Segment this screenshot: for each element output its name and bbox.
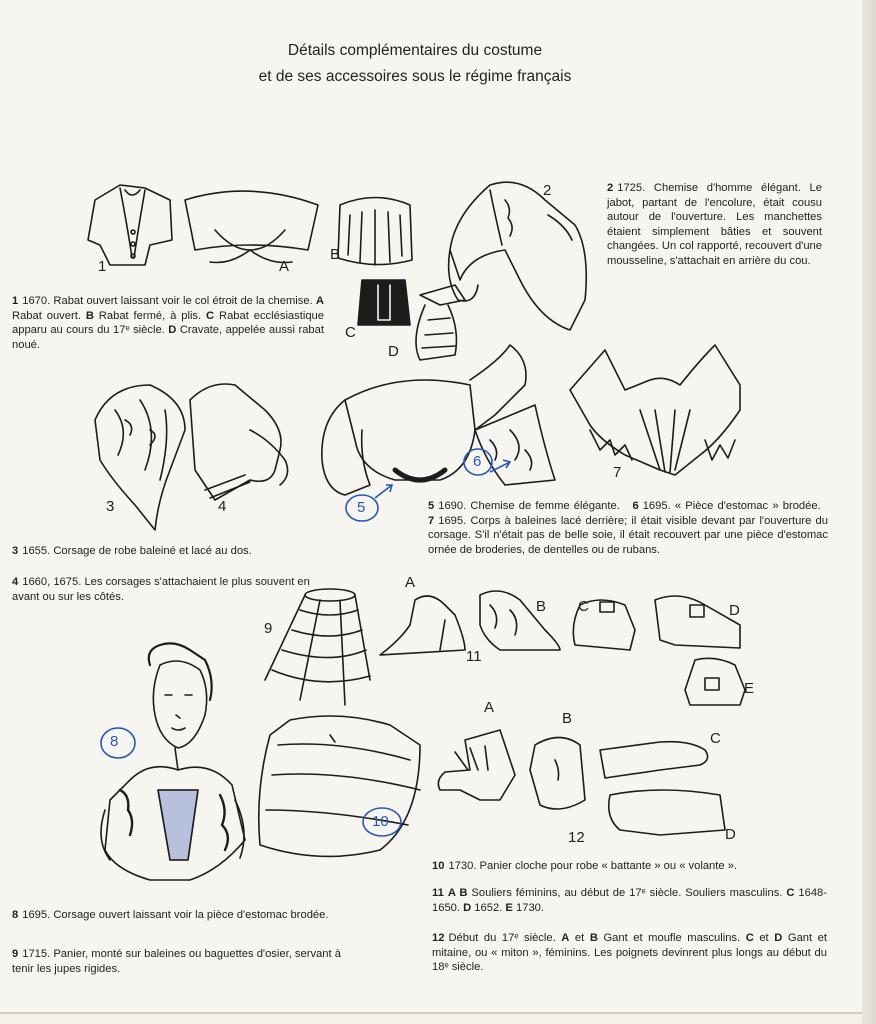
caption-1 bbox=[12, 294, 324, 352]
caption-2-text: 1725. Chemise d'homme élégant. Le jabot, partant de l'encolure, était cousu autour de l'ouverture. Les manchettes étaient simplement bâties et souvent changées. Un col rapporté, recouvert d'une mousseline, s'attachait en arrière du cou. bbox=[607, 182, 822, 267]
fig-8-portrait bbox=[101, 643, 245, 880]
fig-1d-cravate bbox=[416, 285, 465, 360]
caption-11-ab: A B bbox=[447, 887, 468, 899]
caption-1-text: 1670. Rabat ouvert laissant voir le col étroit de la chemise. bbox=[22, 295, 316, 307]
fig-label-11d: D bbox=[729, 602, 740, 619]
caption-11-number: 11 bbox=[432, 887, 444, 899]
caption-3-text: 1655. Corsage de robe baleiné et lacé au dos. bbox=[22, 545, 252, 557]
caption-1-c: C bbox=[206, 309, 215, 322]
fig-label-8: 8 bbox=[110, 733, 119, 750]
fig-1b-rabat-ferme bbox=[338, 198, 412, 266]
fig-12-gants bbox=[438, 730, 725, 835]
fig-label-7: 7 bbox=[613, 464, 622, 481]
fig-label-3: 3 bbox=[106, 498, 115, 515]
fig-label-5: 5 bbox=[357, 499, 366, 516]
caption-7-number: 7 bbox=[428, 514, 435, 527]
caption-1-number: 1 bbox=[12, 295, 19, 307]
caption-2-number: 2 bbox=[607, 182, 614, 194]
caption-12-number: 12 bbox=[432, 932, 445, 944]
caption-5-number: 5 bbox=[428, 500, 435, 512]
fig-label-1d: D bbox=[388, 343, 399, 360]
caption-1-d-text: Cravate, appelée aussi rabat noué. bbox=[12, 324, 324, 351]
caption-4-number: 4 bbox=[12, 576, 19, 588]
fig-2-chemise-homme bbox=[449, 182, 587, 330]
fig-label-11e: E bbox=[744, 680, 755, 697]
caption-8 bbox=[12, 908, 342, 923]
caption-7-text: 1695. Corps à baleines lacé derrière; il était visible devant par l'ouverture du corsage. S'il n'était pas de belle soie, il était recouvert par une pièce d'estomac ornée de broderies, de dentelles ou de rubans. bbox=[428, 514, 828, 556]
fig-label-1c: C bbox=[345, 324, 356, 341]
caption-12-cd-text: Gant et mitaine, ou « miton », féminins. Les poignets devinrent plus longs au début du 18ᵉ siècle. bbox=[432, 932, 828, 974]
caption-8-number: 8 bbox=[12, 909, 19, 921]
caption-5-text: 1690. Chemise de femme élégante. bbox=[438, 500, 620, 512]
caption-1-a: A bbox=[315, 295, 324, 307]
fig-7-corps-baleines bbox=[570, 345, 740, 475]
caption-2 bbox=[607, 181, 822, 269]
fig-4-corsage bbox=[190, 384, 288, 500]
caption-11-c: C bbox=[786, 887, 795, 899]
fig-label-11: 11 bbox=[466, 648, 482, 665]
caption-9-text: 1715. Panier, monté sur baleines ou baguettes d'osier, servant à tenir les jupes rigides. bbox=[12, 948, 341, 975]
caption-10 bbox=[432, 859, 842, 874]
title-line-1: Détails complémentaires du costume bbox=[287, 42, 543, 59]
caption-12-d: D bbox=[774, 932, 783, 944]
caption-10-number: 10 bbox=[432, 860, 445, 872]
caption-11-c-text: 1648-1650. bbox=[432, 887, 827, 914]
caption-11-e-text: 1730. bbox=[512, 901, 544, 914]
fig-11-souliers bbox=[380, 591, 745, 705]
caption-12-c: C bbox=[745, 932, 754, 944]
fig-1c-rabat-ecclesiastique bbox=[358, 280, 410, 325]
caption-12-text: Début du 17ᵉ siècle. bbox=[448, 932, 562, 944]
fig-label-11c: C bbox=[578, 598, 589, 615]
caption-3 bbox=[12, 544, 352, 559]
caption-6-number: 6 bbox=[632, 500, 639, 512]
fig-1a-collar bbox=[185, 191, 318, 262]
caption-11-d: D bbox=[463, 901, 472, 914]
fig-label-12b: B bbox=[562, 710, 573, 727]
fig-1-rabat bbox=[88, 185, 172, 265]
caption-12-a: A bbox=[561, 932, 570, 944]
caption-12-et-1: et bbox=[569, 932, 590, 944]
fig-label-1b: B bbox=[330, 246, 341, 263]
caption-12-ab-text: Gant et moufle masculins. bbox=[597, 932, 746, 944]
caption-12-b: B bbox=[589, 932, 598, 944]
caption-1-a-text: Rabat ouvert. bbox=[12, 309, 86, 322]
caption-1-d: D bbox=[168, 324, 177, 337]
fig-label-11a: A bbox=[405, 574, 416, 591]
caption-11-e: E bbox=[505, 901, 513, 914]
fig-6-piece-estomac bbox=[475, 405, 555, 485]
caption-4-text: 1660, 1675. Les corsages s'attachaient le plus souvent en avant ou sur les côtés. bbox=[12, 576, 310, 603]
fig-label-12c: C bbox=[710, 730, 721, 747]
caption-1-b: B bbox=[85, 309, 94, 322]
caption-10-text: 1730. Panier cloche pour robe « battante » ou « volante ». bbox=[448, 860, 738, 872]
caption-1-b-text: Rabat fermé, à plis. bbox=[93, 309, 207, 322]
fig-label-1a: A bbox=[279, 258, 290, 275]
caption-4 bbox=[12, 575, 317, 604]
fig-label-10: 10 bbox=[372, 813, 389, 830]
annotation-arrow-6 bbox=[490, 460, 510, 472]
caption-3-number: 3 bbox=[12, 545, 19, 557]
fig-label-12: 12 bbox=[568, 829, 585, 846]
caption-12 bbox=[432, 931, 827, 975]
fig-label-4: 4 bbox=[218, 498, 227, 515]
caption-5-6-7 bbox=[428, 499, 828, 557]
fig-label-6: 6 bbox=[473, 453, 482, 470]
caption-6-text: 1695. « Pièce d'estomac » brodée. bbox=[642, 500, 821, 512]
fig-9-panier bbox=[265, 589, 370, 705]
fig-label-12a: A bbox=[484, 699, 495, 716]
title-line-2: et de ses accessoires sous le régime français bbox=[258, 68, 572, 85]
fig-10-panier-cloche bbox=[259, 716, 420, 856]
caption-12-et-2: et bbox=[753, 932, 775, 944]
caption-11 bbox=[432, 886, 827, 915]
fig-label-9: 9 bbox=[264, 620, 273, 637]
fig-label-2: 2 bbox=[543, 182, 552, 199]
fig-label-11b: B bbox=[536, 598, 547, 615]
caption-11-d-text: 1652. bbox=[471, 901, 506, 914]
caption-8-text: 1695. Corsage ouvert laissant voir la pièce d'estomac brodée. bbox=[22, 909, 329, 921]
annotation-arrow-5 bbox=[375, 485, 392, 498]
caption-9-number: 9 bbox=[12, 948, 19, 960]
caption-1-c-text: Rabat ecclésiastique apparu au cours du 17ᵉ siècle. bbox=[12, 309, 324, 337]
fig-label-1: 1 bbox=[98, 258, 107, 275]
fig-label-12d: D bbox=[725, 826, 736, 843]
caption-11-text: Souliers féminins, au début de 17ᵉ siècle. Souliers masculins. bbox=[467, 887, 787, 899]
caption-9 bbox=[12, 947, 342, 976]
